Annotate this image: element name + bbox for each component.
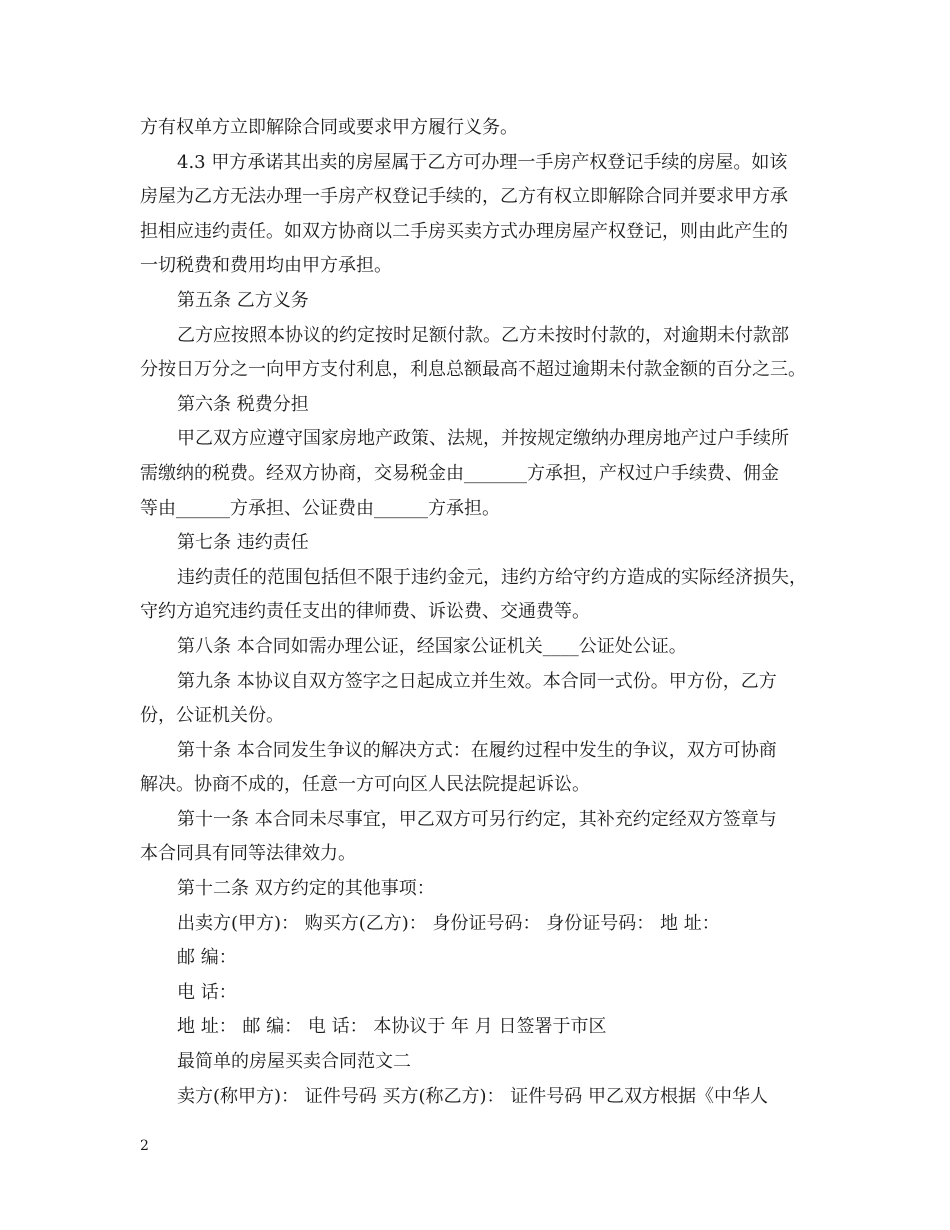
paragraph-line: 第八条 本合同如需办理公证，经国家公证机关____公证处公证。 <box>177 635 687 657</box>
paragraph-line: 需缴纳的税费。经双方协商，交易税金由_______方承担，产权过户手续费、佣金 <box>140 462 779 484</box>
article-heading: 第七条 违约责任 <box>177 532 309 554</box>
page-number: 2 <box>140 1138 149 1154</box>
article-heading: 第十二条 双方约定的其他事项： <box>177 878 435 900</box>
paragraph-line: 第十条 本合同发生争议的解决方式：在履约过程中发生的争议，双方可协商 <box>177 739 777 761</box>
paragraph-line: 第十一条 本合同未尽事宜，甲乙双方可另行约定，其补充约定经双方签章与 <box>177 808 777 830</box>
paragraph-line: 违约责任的范围包括但不限于违约金元，违约方给守约方造成的实际经济损失， <box>177 566 807 588</box>
paragraph-line: 甲乙双方应遵守国家房地产政策、法规，并按规定缴纳办理房地产过户手续所 <box>177 428 789 450</box>
paragraph-line: 等由______方承担、公证费由______方承担。 <box>140 497 500 519</box>
paragraph-line: 守约方追究违约责任支出的律师费、诉讼费、交通费等。 <box>140 601 590 623</box>
paragraph-line: 乙方应按照本协议的约定按时足额付款。乙方未按时付款的，对逾期未付款部 <box>177 324 789 346</box>
postcode-field: 邮 编： <box>177 947 237 969</box>
signature-fields: 出卖方(甲方)： 购买方(乙方)： 身份证号码： 身份证号码： 地 址： <box>177 912 720 934</box>
document-body <box>140 111 820 1114</box>
phone-field: 电 话： <box>177 981 237 1003</box>
paragraph-line: 方有权单方立即解除合同或要求甲方履行义务。 <box>140 117 518 138</box>
paragraph-line: 份，公证机关份。 <box>140 705 284 727</box>
article-heading: 第六条 税费分担 <box>177 393 309 415</box>
paragraph-line: 4.3 甲方承诺其出卖的房屋属于乙方可办理一手房产权登记手续的房屋。如该 <box>177 151 788 173</box>
article-heading: 第五条 乙方义务 <box>177 289 309 311</box>
paragraph-line: 分按日万分之一向甲方支付利息，利息总额最高不超过逾期未付款金额的百分之三。 <box>140 359 806 381</box>
section-title: 最简单的房屋买卖合同范文二 <box>177 1051 411 1073</box>
signing-info-line: 地 址： 邮 编： 电 话： 本协议于 年 月 日签署于市区 <box>177 1016 607 1038</box>
paragraph-line: 一切税费和费用均由甲方承担。 <box>140 255 392 277</box>
paragraph-line: 卖方(称甲方)： 证件号码 买方(称乙方)： 证件号码 甲乙双方根据《中华人 <box>177 1085 768 1107</box>
paragraph-line: 房屋为乙方无法办理一手房产权登记手续的，乙方有权立即解除合同并要求甲方承 <box>140 186 788 208</box>
paragraph-line: 本合同具有同等法律效力。 <box>140 843 356 865</box>
paragraph-line: 解决。协商不成的，任意一方可向区人民法院提起诉讼。 <box>140 774 590 796</box>
paragraph-line: 第九条 本协议自双方签字之日起成立并生效。本合同一式份。甲方份，乙方 <box>177 670 777 692</box>
paragraph-line: 担相应违约责任。如双方协商以二手房买卖方式办理房屋产权登记，则由此产生的 <box>140 220 788 242</box>
